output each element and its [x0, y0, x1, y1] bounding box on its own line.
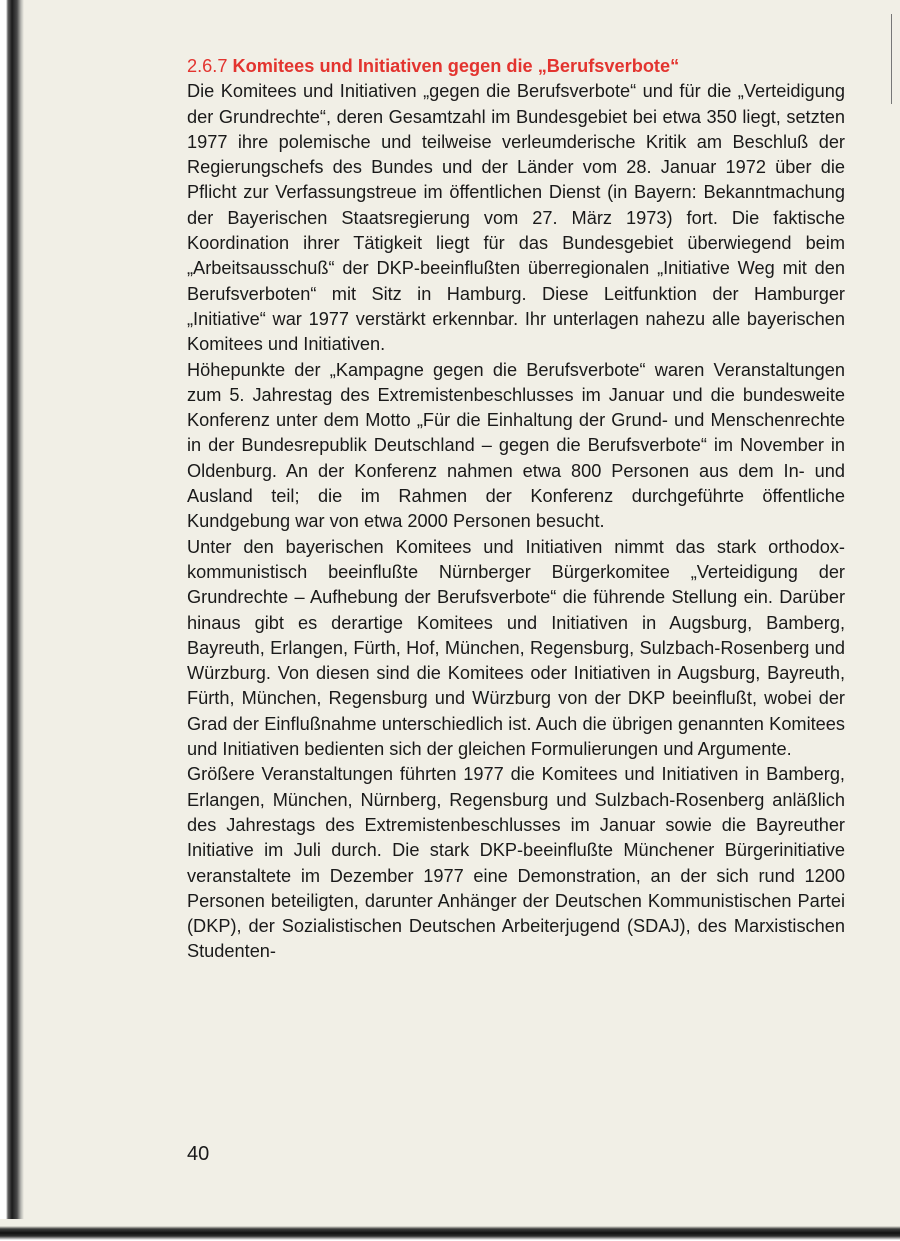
scan-edge-line — [891, 14, 892, 104]
scan-bottom-edge — [0, 1219, 900, 1241]
scan-binding-edge — [0, 0, 24, 1241]
section-heading — [187, 54, 845, 79]
section-title: Komitees und Initiativen gegen die „Berufsverbote“ — [232, 56, 680, 76]
page-content — [187, 54, 845, 965]
page-number: 40 — [187, 1143, 210, 1165]
paragraph: Größere Veranstaltungen führten 1977 die Komitees und Initiativen in Bamberg, Erlangen, München, Nürnberg, Regensburg und Sulzbach-Rosenberg anläßlich des Jahrestags des Extremistenbeschlusses im Januar sowie die Bayreuther Initiative im Juli durch. Die stark DKP-beeinflußte Münchener Bürgerinitiative veranstaltete im Dezember 1977 eine Demonstration, an der sich rund 1200 Personen beteiligten, darunter Anhänger der Deutschen Kommunistischen Partei (DKP), der Sozialistischen Deutschen Arbeiterjugend (SDAJ), des Marxistischen Studenten- — [187, 764, 845, 962]
paragraph: Unter den bayerischen Komitees und Initiativen nimmt das stark orthodox-kommunistisch beeinflußte Nürnberger Bürgerkomitee „Verteidigung der Grundrechte – Aufhebung der Berufsverbote“ die führende Stellung ein. Darüber hinaus gibt es derartige Komitees und Initiativen in Augsburg, Bamberg, Bayreuth, Erlangen, Fürth, Hof, München, Regensburg, Sulzbach-Rosenberg und Würzburg. Von diesen sind die Komitees oder Initiativen in Augsburg, Bayreuth, Fürth, München, Regensburg und Würzburg von der DKP beeinflußt, wobei der Grad der Einflußnahme unterschiedlich ist. Auch die übrigen genannten Komitees und Initiativen bedienten sich der gleichen Formulierungen und Argumente. — [187, 536, 845, 760]
section-number: 2.6.7 — [187, 56, 228, 76]
paragraph: Höhepunkte der „Kampagne gegen die Berufsverbote“ waren Veranstaltungen zum 5. Jahrestag des Extremistenbeschlusses im Januar und die bundesweite Konferenz unter dem Motto „Für die Einhaltung der Grund- und Menschenrechte in der Bundesrepublik Deutschland – gegen die Berufsverbote“ im November in Oldenburg. An der Konferenz nahmen etwa 800 Personen aus dem In- und Ausland teil; die im Rahmen der Konferenz durchgeführte öffentliche Kundgebung war von etwa 2000 Personen besucht. — [187, 359, 845, 532]
paragraph: Die Komitees und Initiativen „gegen die Berufsverbote“ und für die „Verteidigung der Grundrechte“, deren Gesamtzahl im Bundesgebiet bei etwa 350 liegt, setzten 1977 ihre polemische und teilweise verleumderische Kritik am Beschluß der Regierungschefs des Bundes und der Länder vom 28. Januar 1972 über die Pflicht zur Verfassungstreue im öffentlichen Dienst (in Bayern: Bekanntmachung der Bayerischen Staatsregierung vom 27. März 1973) fort. Die faktische Koordination ihrer Tätigkeit liegt für das Bundesgebiet überwiegend beim „Arbeitsausschuß“ der DKP-beeinflußten überregionalen „Initiative Weg mit den Berufsverboten“ mit Sitz in Hamburg. Diese Leitfunktion der Hamburger „Initiative“ war 1977 verstärkt erkennbar. Ihr unterlagen nahezu alle bayerischen Komitees und Initiativen. — [187, 81, 845, 355]
